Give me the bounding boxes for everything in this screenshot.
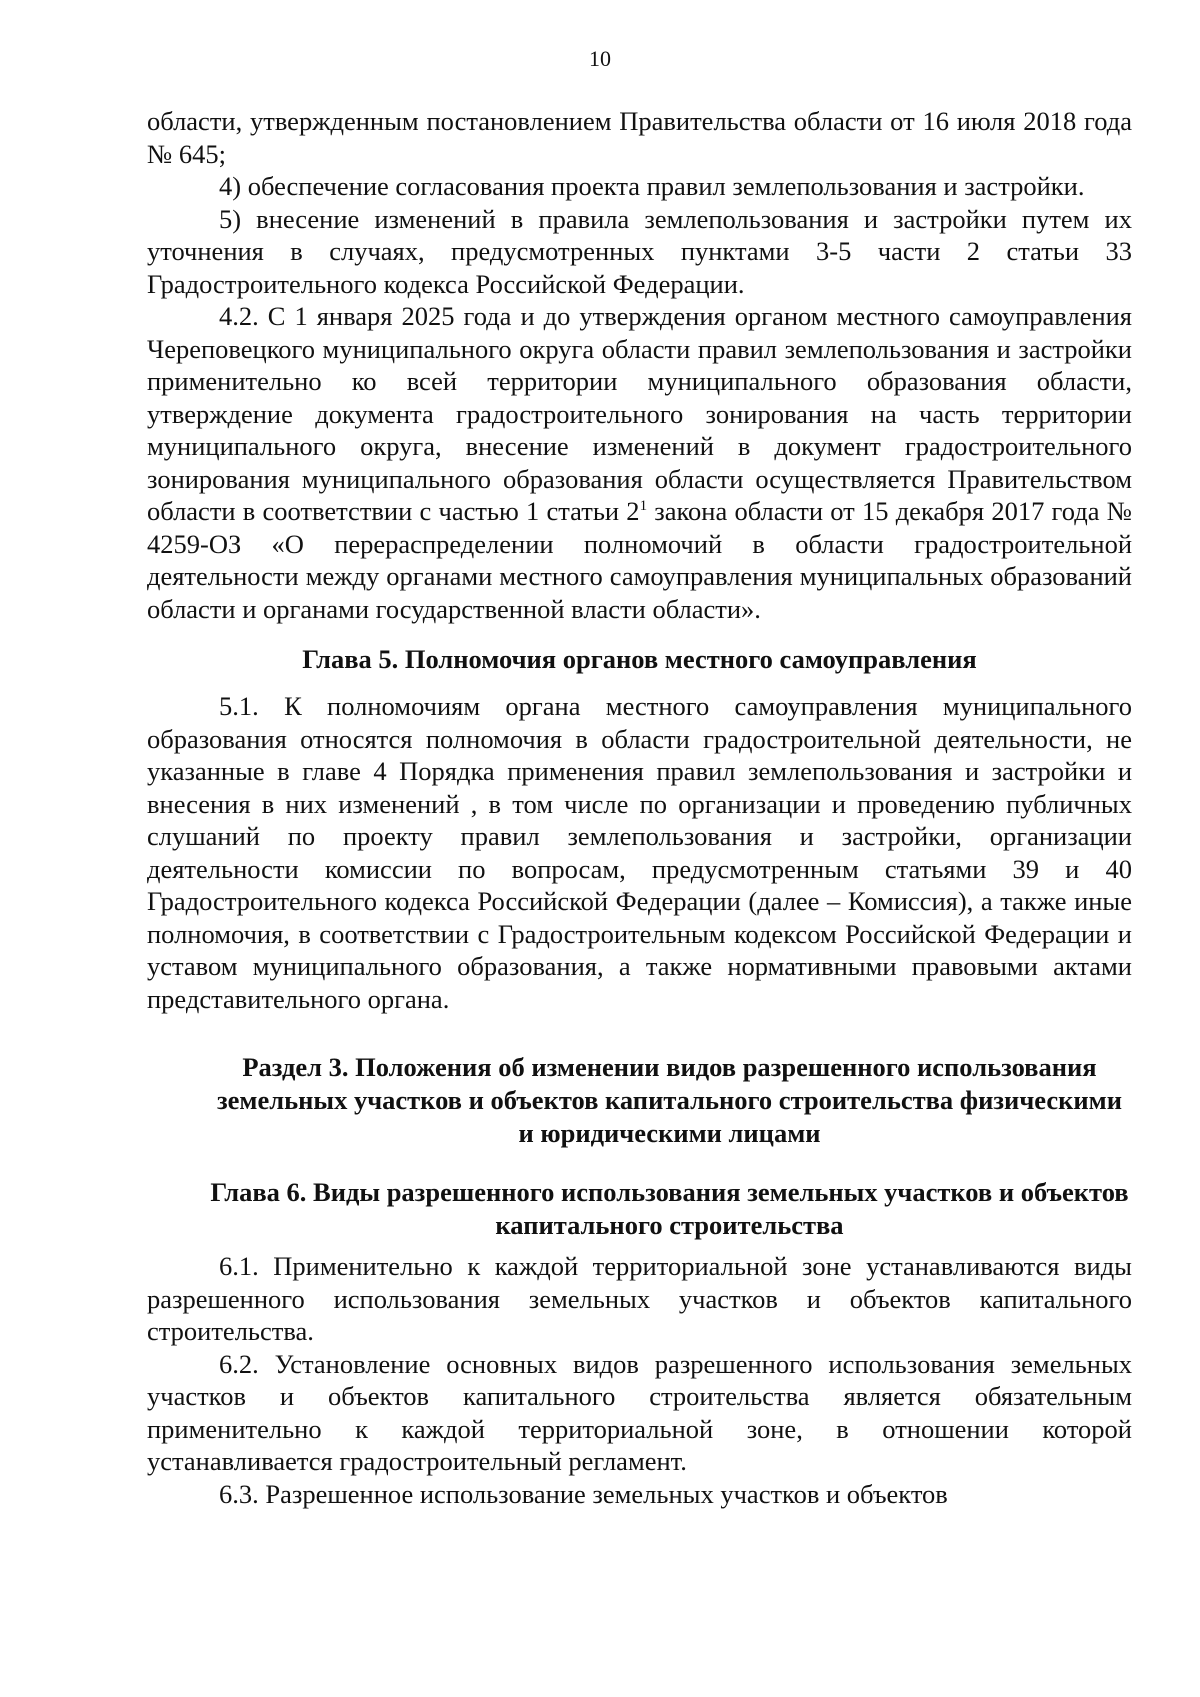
chapter-6-heading: Глава 6. Виды разрешенного использования земельных участков и объектов капитального строительства: [210, 1177, 1129, 1240]
paragraph-5-1: 5.1. К полномочиям органа местного самоуправления муниципального образования относятся полномочия в области градостроительной деятельности, не указанные в главе 4 Порядка применения правил землепользования и застройки и внесения в них изменений , в том числе по организации и проведению публичных слушаний по проекту правил землепользования и застройки, организации деятельности комиссии по вопросам, предусмотренным статьями 39 и 40 Градостроительного кодекса Российской Федерации (далее – Комиссия), а также иные полномочия, в соответствии с Градостроительным кодексом Российской Федерации и уставом муниципального образования, а также нормативными правовыми актами представительного органа.: [147, 691, 1132, 1014]
document-body: [147, 105, 1132, 1510]
section-3-heading: Раздел 3. Положения об изменении видов разрешенного использования земельных участков и объектов капитального строительства физическими и юридическими лицами: [217, 1052, 1122, 1148]
paragraph-item-4: 4) обеспечение согласования проекта правил землепользования и застройки.: [219, 171, 1085, 201]
superscript-marker: 1: [639, 498, 648, 515]
paragraph-continuation: области, утвержденным постановлением Правительства области от 16 июля 2018 года № 645;: [147, 106, 1132, 169]
paragraph-4-2: [147, 300, 1132, 625]
paragraph-6-1: 6.1. Применительно к каждой территориальной зоне устанавливаются виды разрешенного использования земельных участков и объектов капитального строительства.: [147, 1251, 1132, 1346]
paragraph-6-3: 6.3. Разрешенное использование земельных участков и объектов: [219, 1478, 948, 1509]
paragraph-4-2-tail: закона области от 15 декабря 2017 года № 4259-ОЗ «О перераспределении полномочий в области градостроительной деятельности между органами местного самоуправления муниципальных образований области и органами государственной власти области».: [147, 496, 1132, 624]
chapter-5-heading: Глава 5. Полномочия органов местного самоуправления: [302, 644, 977, 674]
paragraph-item-5: 5) внесение изменений в правила землепользования и застройки путем их уточнения в случаях, предусмотренных пунктами 3-5 части 2 статьи 33 Градостроительного кодекса Российской Федерации.: [147, 203, 1132, 299]
paragraph-6-2: 6.2. Установление основных видов разрешенного использования земельных участков и объектов капитального строительства является обязательным применительно к каждой территориальной зоне, в отношении которой устанавливается градостроительный регламент.: [147, 1348, 1132, 1476]
page-number: 10: [589, 46, 611, 71]
paragraph-4-2-text: 4.2. С 1 января 2025 года и до утверждения органом местного самоуправления Череповецкого муниципального округа области правил землепользования и застройки применительно ко всей территории муниципального образования области, утверждение документа градостроительного зонирования на часть территории муниципального округа, внесение изменений в документ градостроительного зонирования муниципального образования области осуществляется Правительством области в соответствии с частью 1 статьи 2: [147, 301, 1132, 526]
